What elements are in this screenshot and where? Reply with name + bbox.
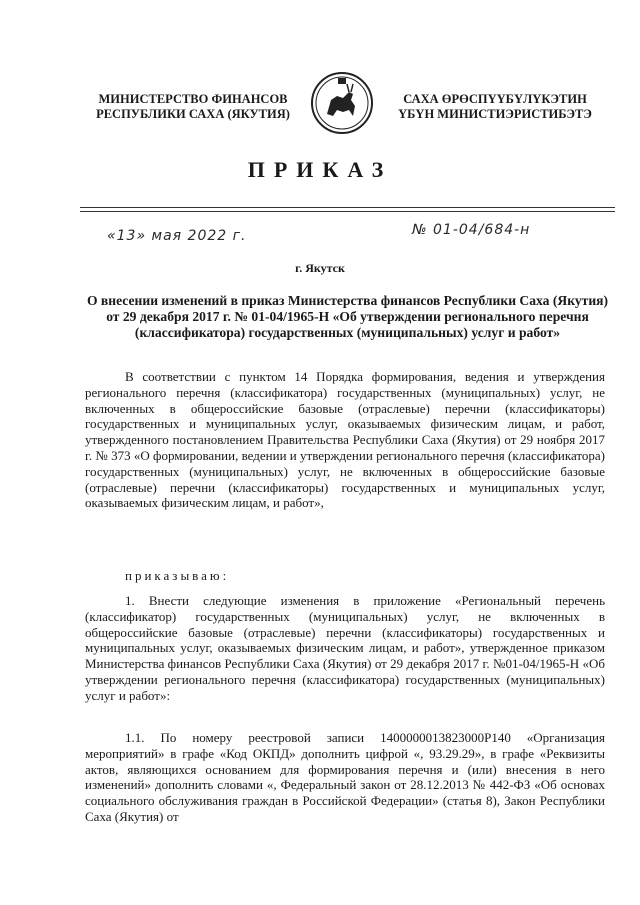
paragraph-order-word xyxy=(85,568,605,584)
ministry-name-line: ҮБҮН МИНИСТИЭРИСТИБЭТЭ xyxy=(398,107,592,121)
paragraph-item-1-1 xyxy=(85,730,605,825)
handwritten-date: «13» мая 2022 г. xyxy=(107,228,247,244)
ministry-name-yakut xyxy=(382,92,608,122)
paragraph-text: приказываю: xyxy=(125,568,230,583)
paragraph-item-1 xyxy=(85,593,605,704)
document-title: ПРИКАЗ xyxy=(247,157,393,182)
ministry-name-line: САХА ӨРӨСПҮҮБҮЛҮКЭТИН xyxy=(403,92,587,106)
header-divider xyxy=(80,211,615,212)
ministry-name-russian xyxy=(88,92,298,122)
ministry-name-line: РЕСПУБЛИКИ САХА (ЯКУТИЯ) xyxy=(96,107,290,121)
paragraph-text: 1. Внести следующие изменения в приложение «Региональный перечень (классификатор) государственных (муниципальных) услуг, не включенных в общероссийские базовые (отраслевые) перечни (классификаторы) государственных и муниципальных услуг, оказываемых физическим лицам, и работ», утвержденное приказом Министерства финансов Республики Саха (Якутия) от 29 декабря 2017 г. №01-04/1965-Н «Об утверждении регионального перечня (классификатора) государственных (муниципальных) услуг и работ»: xyxy=(85,593,605,703)
ministry-name-line: МИНИСТЕРСТВО ФИНАНСОВ xyxy=(98,92,288,106)
paragraph-text: 1.1. По номеру реестровой записи 1400000013823000Р140 «Организация мероприятий» в графе «Код ОКПД» дополнить цифрой «, 93.29.29», в графе «Реквизиты актов, являющихся основанием для формирования перечня и (или) внесения в него изменений» дополнить словами «, Федеральный закон от 28.12.2013 № 442-ФЗ «Об основах социального обслуживания граждан в Российской Федерации» (статья 8), Закон Республики Саха (Якутия) от xyxy=(85,730,605,824)
paragraph-text: В соответствии с пунктом 14 Порядка формирования, ведения и утверждения регионального перечня (классификатора) государственных (муниципальных) услуг, не включенных в общероссийские базовые (отраслевые) перечни (классификаторы) государственных и муниципальных услуг, оказываемых физическим лицам, и работ, утвержденного постановлением Правительства Республики Саха (Якутия) от 29 ноября 2017 г. № 373 «О формировании, ведении и утверждении регионального перечня (классификатора) государственных (муниципальных) услуг, не включенных в общероссийские базовые (отраслевые) перечни (классификаторы) государственных и муниципальных услуг, оказываемых физическим лицам, и работ», xyxy=(85,369,605,511)
city-line: г. Якутск xyxy=(295,261,345,275)
header-divider xyxy=(80,207,615,208)
emblem-icon xyxy=(309,70,375,136)
paragraph-preamble xyxy=(85,369,605,511)
order-heading: О внесении изменений в приказ Министерства финансов Республики Саха (Якутия) от 29 декабря 2017 г. № 01-04/1965-Н «Об утверждении регионального перечня (классификатора) государственных (муниципальных) услуг и работ» xyxy=(86,293,609,340)
handwritten-order-number: № 01-04/684-н xyxy=(412,222,531,238)
